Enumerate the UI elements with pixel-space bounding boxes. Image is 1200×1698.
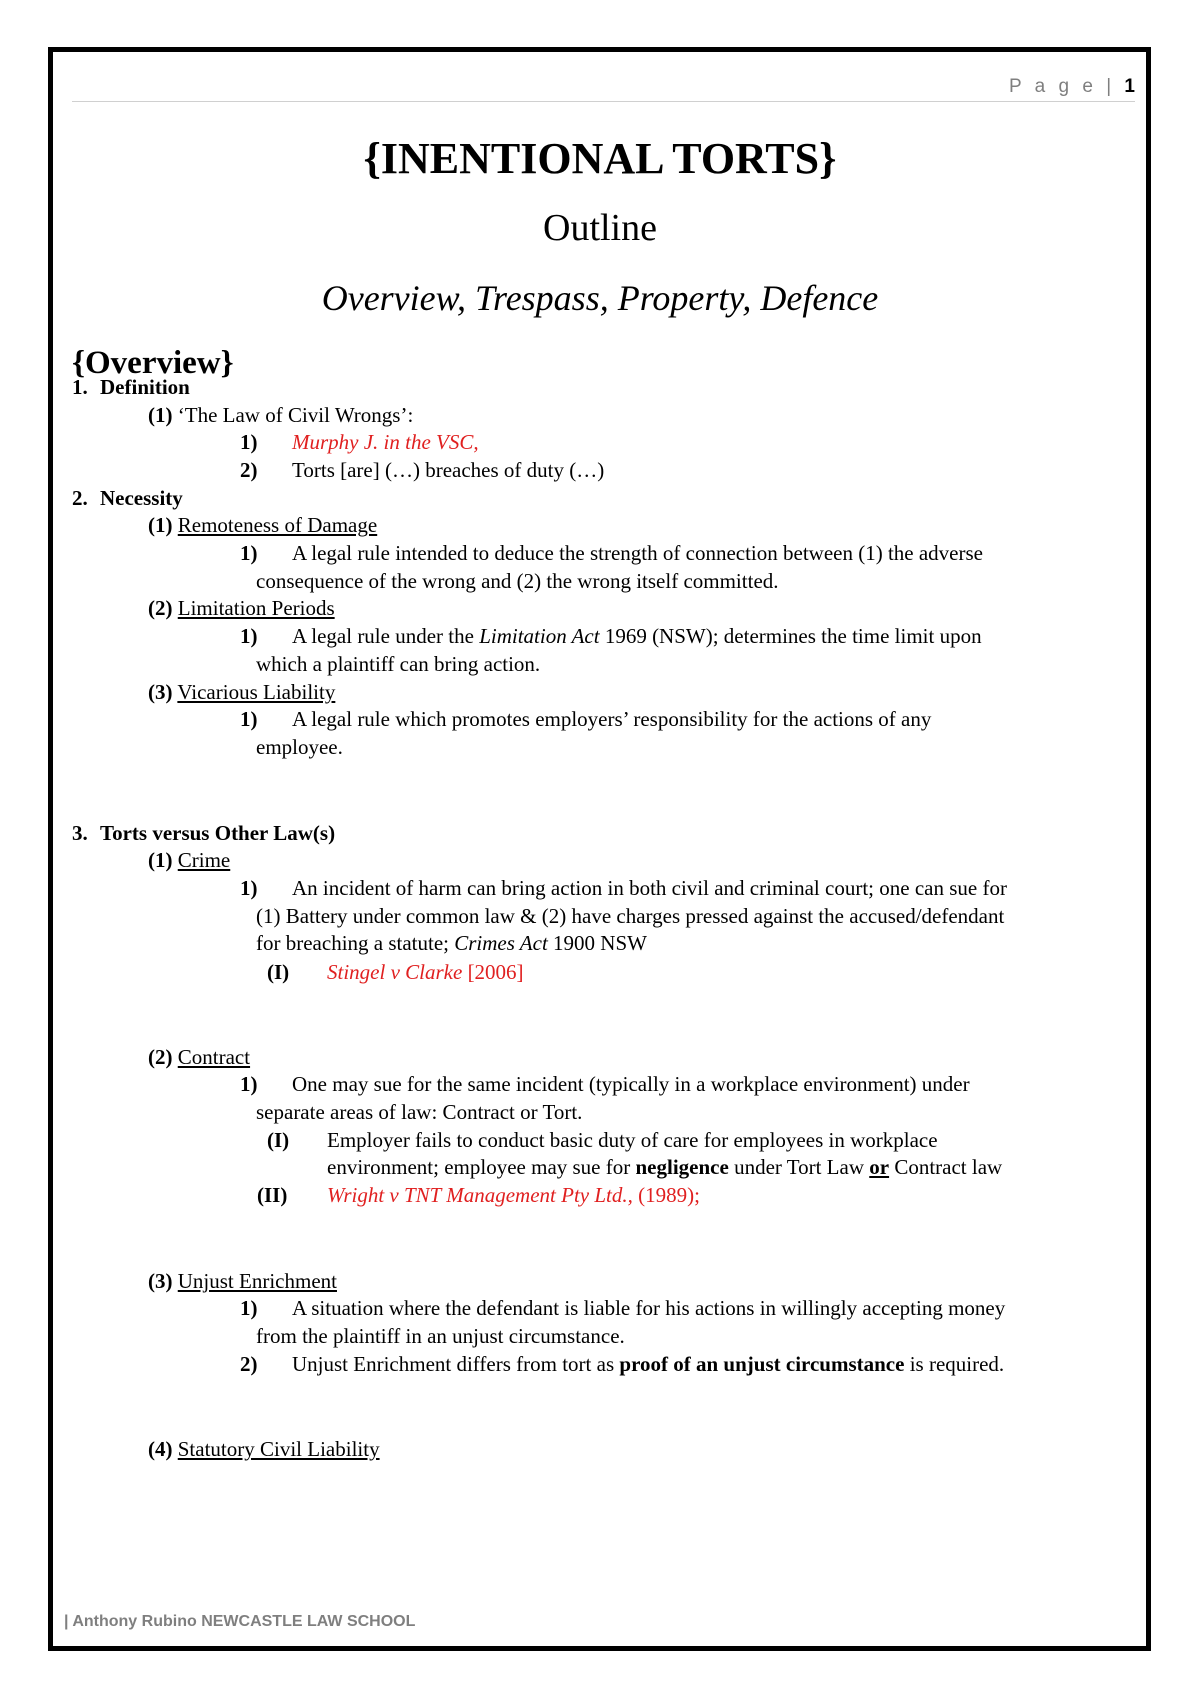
document-title: {INENTIONAL TORTS}	[363, 134, 837, 183]
list-item: 2) Unjust Enrichment differs from tort as proof of an unjust circumstance is required.	[240, 1352, 1005, 1376]
list-item-continuation: environment; employee may sue for negligence under Tort Law or Contract law	[327, 1155, 1003, 1179]
list-item-continuation: from the plaintiff in an unjust circumstance.	[256, 1324, 625, 1348]
list-item-continuation: separate areas of law: Contract or Tort.	[256, 1100, 583, 1124]
list-item: (2) Contract	[148, 1045, 251, 1069]
document-subtitle: Outline	[543, 207, 657, 249]
page-footer: | Anthony Rubino NEWCASTLE LAW SCHOOL	[64, 1613, 416, 1630]
list-item: (1) Crime	[148, 848, 231, 872]
list-item-continuation: employee.	[256, 735, 343, 759]
list-item: 1) A legal rule which promotes employers’ responsibility for the actions of any	[240, 707, 932, 731]
page-number-label: P a g e | 1	[1009, 76, 1135, 97]
list-item: 1) A situation where the defendant is liable for his actions in willingly accepting money	[240, 1296, 1006, 1320]
list-item-continuation: for breaching a statute; Crimes Act 1900 NSW	[256, 931, 647, 955]
list-item: (2) Limitation Periods	[148, 596, 335, 620]
list-item-continuation: consequence of the wrong and (2) the wrong itself committed.	[256, 569, 779, 593]
list-item: 2) Torts [are] (…) breaches of duty (…)	[240, 458, 605, 482]
list-item: 1) A legal rule intended to deduce the strength of connection between (1) the adverse	[240, 541, 983, 565]
list-item-continuation: which a plaintiff can bring action.	[256, 652, 541, 676]
list-item-necessity: 2. Necessity	[72, 486, 183, 510]
list-item-continuation: (1) Battery under common law & (2) have charges pressed against the accused/defendant	[256, 904, 1005, 928]
list-item: (1) Remoteness of Damage	[148, 513, 378, 537]
list-item-definition: 1. Definition	[72, 375, 190, 399]
list-item: (I) Employer fails to conduct basic duty of care for employees in workplace	[267, 1128, 938, 1152]
list-item: 1) Murphy J. in the VSC,	[240, 430, 479, 454]
list-item: (3) Vicarious Liability	[148, 680, 336, 704]
list-item: (I) Stingel v Clarke [2006]	[267, 960, 524, 984]
list-item: (II) Wright v TNT Management Pty Ltd., (1989);	[257, 1183, 700, 1207]
page-header	[72, 73, 1135, 102]
section-heading: {Overview}	[72, 345, 234, 381]
list-item: (3) Unjust Enrichment	[148, 1269, 337, 1293]
list-item: (1) ‘The Law of Civil Wrongs’:	[148, 403, 414, 427]
list-item: 1) An incident of harm can bring action in both civil and criminal court; one can sue for	[240, 876, 1007, 900]
document-topics: Overview, Trespass, Property, Defence	[321, 278, 879, 318]
list-item: (4) Statutory Civil Liability	[148, 1437, 380, 1461]
list-item-torts-vs-other: 3. Torts versus Other Law(s)	[72, 821, 336, 845]
list-item: 1) A legal rule under the Limitation Act 1969 (NSW); determines the time limit upon	[240, 624, 982, 648]
list-item: 1) One may sue for the same incident (typically in a workplace environment) under	[240, 1072, 970, 1096]
